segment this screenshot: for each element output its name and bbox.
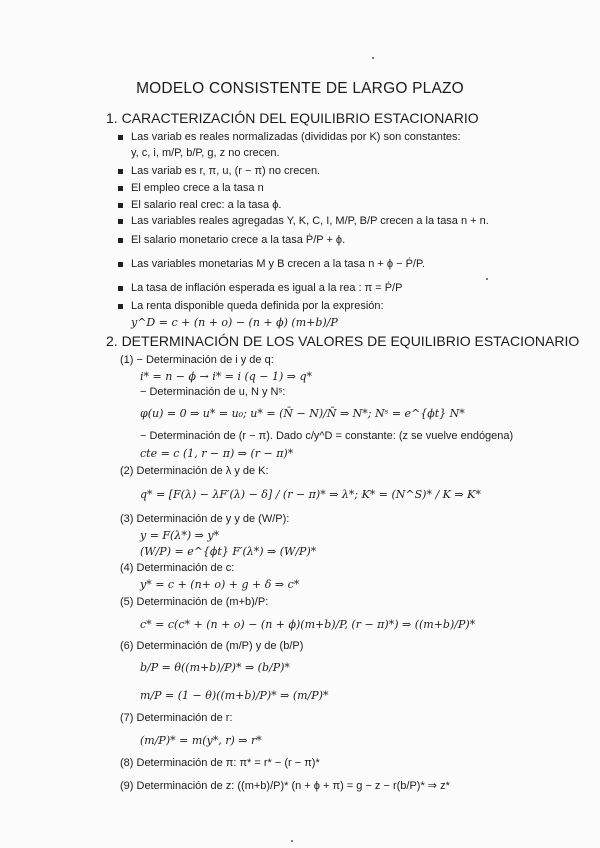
scan-speck: [486, 278, 488, 280]
bullet-icon: [118, 203, 123, 208]
bullet-icon: [118, 219, 123, 224]
bullet-item: Las variables reales agregadas Y, K, C, I, M/P, B/P crecen a la tasa n + n.: [118, 215, 489, 227]
equation-line: i* = n − ϕ → i* = i (q − 1) ⇒ q*: [140, 370, 313, 383]
bullet-item: El empleo crece a la tasa n: [118, 182, 264, 194]
section-1-heading: 1. CARACTERIZACIÓN DEL EQUILIBRIO ESTACIONARIO: [106, 110, 479, 126]
bullet-item: La tasa de inflación esperada es igual a la rea : π = Ṗ/P: [118, 282, 402, 294]
equation-line: (W/P) = e^{ϕt} F′(λ*) ⇒ (W/P)*: [140, 545, 317, 558]
step-2-label: (2) Determinación de λ y de K:: [120, 465, 269, 477]
document-title: MODELO CONSISTENTE DE LARGO PLAZO: [136, 80, 464, 97]
bullet-item: El salario monetario crece a la tasa Ṗ/P + ϕ.: [118, 234, 345, 246]
equation-line: b/P = θ((m+b)/P)* ⇒ (b/P)*: [140, 661, 290, 674]
bullet-item: Las variables monetarias M y B crecen a la tasa n + ϕ − Ṗ/P.: [118, 258, 425, 270]
step-5-label: (5) Determinación de (m+b)/P:: [120, 596, 269, 608]
bullet-icon: [118, 286, 123, 291]
step-text: − Determinación de (r − π). Dado c/y^D = constante: (z se vuelve endógena): [140, 430, 514, 442]
equation-line: (m/P)* = m(y*, r) ⇒ r*: [140, 734, 262, 747]
bullet-continuation: y, c, i, m/P, b/P, g, z no crecen.: [131, 147, 280, 159]
equation-line: φ(u) = 0 ⇒ u* = u₀; u* = (N̄ − N)/N̄ ⇒ N*; Nˢ = e^{ϕt} N*: [140, 407, 465, 420]
section-2-heading: 2. DETERMINACIÓN DE LOS VALORES DE EQUILIBRIO ESTACIONARIO: [106, 333, 580, 349]
bullet-icon: [118, 135, 123, 140]
scan-speck: [372, 57, 374, 59]
equation-line: y = F(λ*) ⇒ y*: [140, 529, 220, 542]
bullet-icon: [118, 186, 123, 191]
bullet-icon: [118, 304, 123, 309]
bullet-item: La renta disponible queda definida por la expresión:: [118, 300, 384, 312]
equation-line: c* = c(c* + (n + o) − (n + ϕ)(m+b)/P, (r − π)*) ⇒ ((m+b)/P)*: [140, 618, 476, 631]
scan-speck: [291, 840, 293, 842]
step-1-label: (1) − Determinación de i y de q:: [120, 354, 274, 366]
step-text: − Determinación de u, N y Nˢ:: [140, 386, 286, 398]
disposable-income-formula: y^D = c + (n + o) − (n + ϕ) (m+b)/P: [131, 316, 338, 329]
bullet-item: Las variab es r, π, u, (r − π) no crecen.: [118, 165, 320, 177]
step-3-label: (3) Determinación de y y de (W/P):: [120, 513, 290, 525]
bullet-icon: [118, 262, 123, 267]
step-7-label: (7) Determinación de r:: [120, 712, 233, 724]
equation-line: q* = [F(λ) − λF′(λ) − δ] / (r − π)* ⇒ λ*; K* = (N^S)* / K ⇒ K*: [140, 488, 481, 501]
equation-line: cte = c (1, r − π) ⇒ (r − π)*: [140, 447, 294, 460]
bullet-item: El salario real crec: a la tasa ϕ.: [118, 199, 281, 211]
equation-line: m/P = (1 − θ)((m+b)/P)* ⇒ (m/P)*: [140, 689, 329, 702]
step-8-label: (8) Determinación de π: π* = r* − (r − π)*: [120, 757, 320, 769]
step-6-label: (6) Determinación de (m/P) y de (b/P): [120, 640, 304, 652]
equation-line: y* = c + (n+ o) + g + δ ⇒ c*: [140, 578, 300, 591]
step-9-label: (9) Determinación de z: ((m+b)/P)* (n + ϕ + π) = g − z − r(b/P)* ⇒ z*: [120, 780, 450, 792]
bullet-item: Las variab es reales normalizadas (divididas por K) son constantes:: [118, 131, 461, 143]
bullet-icon: [118, 238, 123, 243]
bullet-icon: [118, 169, 123, 174]
step-4-label: (4) Determinación de c:: [120, 562, 235, 574]
